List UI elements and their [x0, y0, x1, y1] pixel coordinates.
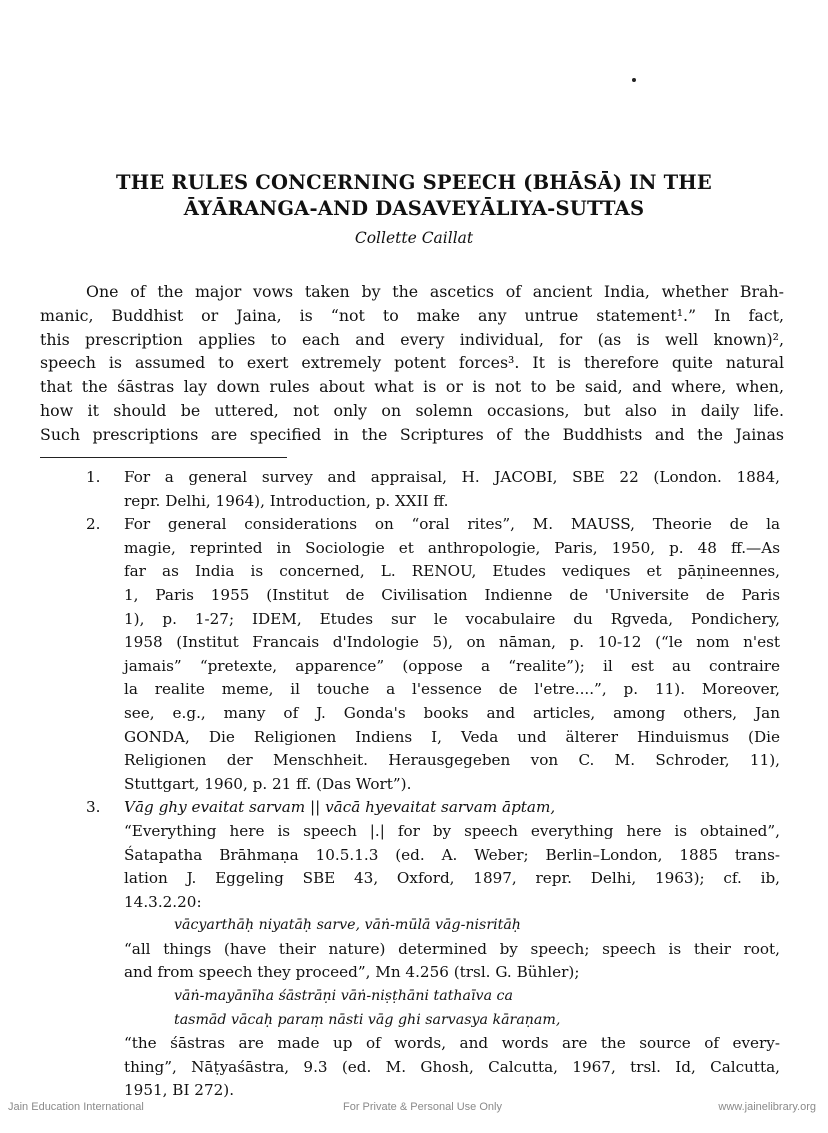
footnote-number: 1.: [86, 468, 101, 486]
body-line: Such prescriptions are specified in the Scriptures of the Buddhists and the Jainas: [40, 424, 784, 444]
sanskrit-verse: vācyarthāḥ niyatāḥ sarve, vāṅ-mūlā vāg-nisritāḥ: [174, 917, 521, 934]
title-line-2: ĀYĀRANGA-AND DASAVEYĀLIYA-SUTTAS: [183, 197, 645, 220]
title-line-1: THE RULES CONCERNING SPEECH (BHĀSĀ) IN THE: [116, 171, 712, 194]
ink-speck: [632, 78, 636, 82]
footnote-line: Stuttgart, 1960, p. 21 ff. (Das Wort”).: [124, 774, 412, 793]
footnote-line: 1951, BI 272).: [124, 1081, 235, 1100]
body-line: how it should be uttered, not only on solemn occasions, but also in daily life.: [40, 400, 784, 420]
sanskrit-verse: vāṅ-mayānīha śāstrāṇi vāṅ-niṣṭhāni tathaīva ca: [174, 988, 513, 1005]
body-line: this prescription applies to each and every individual, for (as is well known)²,: [40, 329, 784, 349]
body-line: One of the major vows taken by the ascetics of ancient India, whether Brah-: [86, 282, 784, 301]
footnote-line: Religionen der Menschheit. Herausgegeben von C. M. Schroder, 11),: [124, 751, 780, 770]
footnote-number: 2.: [86, 515, 101, 534]
footnote-line: magie, reprinted in Sociologie et anthropologie, Paris, 1950, p. 48 ff.—As: [124, 538, 780, 557]
article-title: [40, 170, 788, 222]
footnote-line: 1958 (Institut Francais d'Indologie 5), on nāman, p. 10-12 (“le nom n'est: [124, 633, 780, 652]
footnote-line: Śatapatha Brāhmaṇa 10.5.1.3 (ed. A. Weber; Berlin–London, 1885 trans-: [124, 845, 780, 864]
footnote-line: “Everything here is speech |.| for by speech everything here is obtained”,: [124, 821, 780, 840]
footer-website-link[interactable]: www.jainelibrary.org: [718, 1101, 816, 1113]
footnote-line: 1, Paris 1955 (Institut de Civilisation Indienne de 'Universite de Paris: [124, 585, 780, 604]
body-line: speech is assumed to exert extremely potent forces³. It is therefore quite natural: [40, 353, 784, 373]
footnote-line: thing”, Nāṭyaśāstra, 9.3 (ed. M. Ghosh, Calcutta, 1967, trsl. Id, Calcutta,: [124, 1057, 780, 1076]
footnote-line: repr. Delhi, 1964), Introduction, p. XXII ff.: [124, 491, 449, 510]
footnote-2: [86, 513, 780, 796]
body-line: manic, Buddhist or Jaina, is “not to make any untrue statement¹.” In fact,: [40, 305, 784, 325]
footnotes: [86, 466, 780, 1103]
footnote-line: For general considerations on “oral rites”, M. MAUSS, Theorie de la: [124, 515, 780, 534]
author-name: Collette Caillat: [354, 229, 474, 247]
footer-publisher: Jain Education International: [8, 1101, 144, 1113]
body-line: that the śāstras lay down rules about what is or is not to be said, and where, when,: [40, 377, 784, 397]
sanskrit-verse: tasmād vācaḥ paraṃ nāsti vāg ghi sarvasya kāraṇam,: [174, 1011, 561, 1028]
footnote-line: jamais” “pretexte, apparence” (oppose a “realite”); il est au contraire: [124, 656, 780, 675]
footnote-number: 3.: [86, 798, 101, 817]
footer-usage-note: For Private & Personal Use Only: [343, 1101, 502, 1113]
footnote-line: 1), p. 1-27; IDEM, Etudes sur le vocabulaire du Rgveda, Pondichery,: [124, 609, 780, 628]
footnote-1: [86, 466, 780, 513]
footnote-line: GONDA, Die Religionen Indiens I, Veda und älterer Hinduismus (Die: [124, 727, 780, 746]
footnote-divider: [40, 457, 287, 458]
footnote-line: lation J. Eggeling SBE 43, Oxford, 1897, repr. Delhi, 1963); cf. ib,: [124, 869, 780, 888]
footnote-line: far as India is concerned, L. RENOU, Etudes vediques et pāṇineennes,: [124, 562, 780, 581]
footnote-line: For a general survey and appraisal, H. JACOBI, SBE 22 (London. 1884,: [124, 468, 780, 486]
body-paragraph: [40, 280, 784, 447]
footnote-line: see, e.g., many of J. Gonda's books and articles, among others, Jan: [124, 703, 780, 722]
footnote-line: 14.3.2.20:: [124, 892, 202, 911]
footnote-quote: Vāg ghy evaitat sarvam || vācā hyevaitat sarvam āptam,: [124, 798, 556, 817]
footnote-line: “all things (have their nature) determined by speech; speech is their root,: [124, 939, 780, 958]
footnote-3: [86, 796, 780, 1103]
footnote-line: and from speech they proceed”, Mn 4.256 (trsl. G. Bühler);: [124, 963, 580, 982]
footnote-line: “the śāstras are made up of words, and words are the source of every-: [124, 1034, 780, 1053]
footnote-line: la realite meme, il touche a l'essence de l'etre....”, p. 11). Moreover,: [124, 680, 780, 699]
